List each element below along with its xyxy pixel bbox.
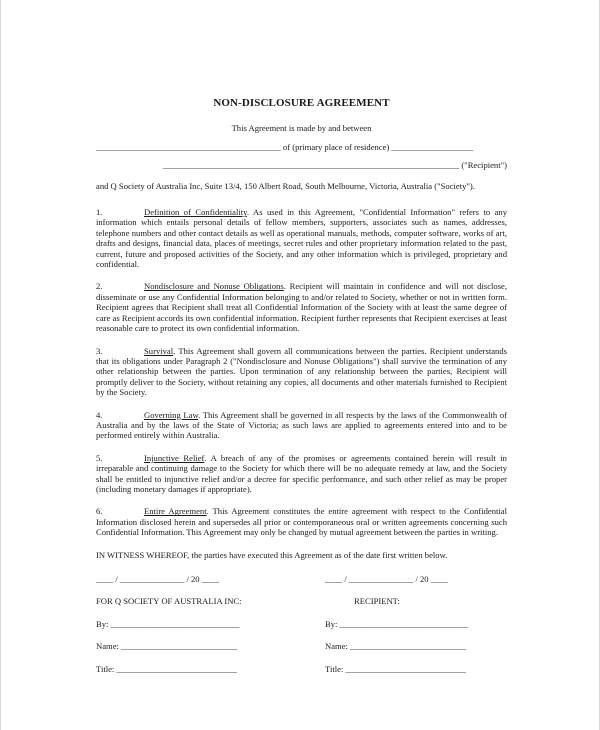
clause-text: . This Agreement shall govern all communications between the parties. Recipient understands that its obligations under Paragraph 2 ("Nondisclosure and Nonuse Obligations") shall survive the termination of any other relationship between the parties. Upon termination of any relationship between the parties, Recipient will promptly deliver to the Society, without retaining any copies, all documents and other materials furnished to Recipient by the Society. [96, 345, 507, 398]
title-field-recipient[interactable]: Title: ____________________________ [325, 663, 466, 674]
clause-6 [96, 506, 507, 537]
intro-line: This Agreement is made by and between [231, 123, 372, 134]
clause-number: 4. [96, 409, 103, 420]
document-title: NON-DISCLOSURE AGREEMENT [213, 97, 390, 109]
date-field-recipient[interactable]: ____ / _______________ / 20 ____ [325, 574, 448, 584]
party-label-recipient: RECIPIENT: [354, 596, 400, 607]
party-label-society: FOR Q SOCIETY OF AUSTRALIA INC: [96, 596, 242, 607]
clause-heading: Entire Agreement [144, 506, 207, 517]
signature-party-row [96, 596, 507, 606]
clause-heading: Injunctive Relief [144, 452, 205, 463]
signature-name-row [96, 641, 507, 651]
witness-line: IN WITNESS WHEREOF, the parties have executed this Agreement as of the date first written below. [96, 549, 448, 560]
clause-number: 3. [96, 345, 103, 356]
clause-5 [96, 453, 507, 495]
clause-heading: Nondisclosure and Nonuse Obligations [144, 281, 284, 292]
clause-heading: Survival [144, 345, 174, 356]
recipient-line: _____________________________________________________________________ ("Recipient") [162, 160, 507, 171]
signature-title-row [96, 664, 507, 674]
clause-text: . As used in this Agreement, "Confidential Information" refers to any information which entails personal details of fellow members, supporters, associates such as names, addresses, telephone numbers and other contact details as well as operational manuals, methods, computer software, works of art, drafts and designs, financial data, places of meetings, secret rules and other proprietary information related to the past, current, future and proposed activities of the Society, and any other information which is privileged, proprietary and confidential. [96, 207, 507, 270]
society-line: and Q Society of Australia Inc, Suite 13/4, 150 Albert Road, South Melbourne, Victoria, Australia ("Society"). [96, 180, 475, 191]
clause-number: 5. [96, 452, 103, 463]
name-field-recipient[interactable]: Name: ___________________________ [325, 641, 467, 652]
clause-text: . A breach of any of the promises or agreements contained herein will result in irreparable and continuing damage to the Society for which there will be no adequate remedy at law, and the Society shall be entitled to injunctive relief and/or a decree for specific performance, and such other relief as may be proper (including monetary damages if appropriate). [96, 452, 507, 494]
clause-text: . Recipient will maintain in confidence and will not disclose, disseminate or use any Confidential Information belonging to and/or related to Society, whether or not in written form. Recipient agrees that Recipient shall treat all Confidential Information of the Society with at least the same degree of care as Recipient accords its own confidential information. Recipient further represents that Recipient exercises at least reasonable care to protect its own confidential information. [96, 281, 507, 334]
clause-heading: Governing Law [144, 409, 199, 420]
name-field-society[interactable]: Name: ___________________________ [96, 641, 238, 652]
clause-number: 6. [96, 506, 103, 517]
document-body [96, 98, 507, 674]
date-field-society[interactable]: ____ / _______________ / 20 ____ [96, 574, 219, 584]
signature-by-row [96, 619, 507, 629]
clause-4 [96, 410, 507, 441]
title-field-society[interactable]: Title: ____________________________ [96, 663, 237, 674]
party-line: ___________________________________________ of (primary place of residence) ___________________ [96, 141, 474, 152]
signature-date-row [96, 574, 507, 584]
clause-number: 1. [96, 207, 103, 218]
clause-2 [96, 281, 507, 333]
clause-heading: Definition of Confidentiality [144, 207, 247, 218]
by-field-recipient[interactable]: By: ______________________________ [325, 618, 469, 629]
clause-text: . This Agreement constitutes the entire agreement with respect to the Confidential Information disclosed herein and supersedes all prior or contemporaneous oral or written agreements concerning such Confidential Information. This Agreement may only be changed by mutual agreement between the parties in writing. [96, 506, 507, 538]
by-field-society[interactable]: By: ______________________________ [96, 618, 240, 629]
clause-1 [96, 207, 507, 269]
clause-3 [96, 346, 507, 398]
clause-number: 2. [96, 281, 103, 292]
clause-text: . This Agreement shall be governed in all respects by the laws of the Commonwealth of Australia and by the laws of the State of Victoria; as such laws are applied to agreements entered into and to be performed entirely within Australia. [96, 409, 507, 441]
